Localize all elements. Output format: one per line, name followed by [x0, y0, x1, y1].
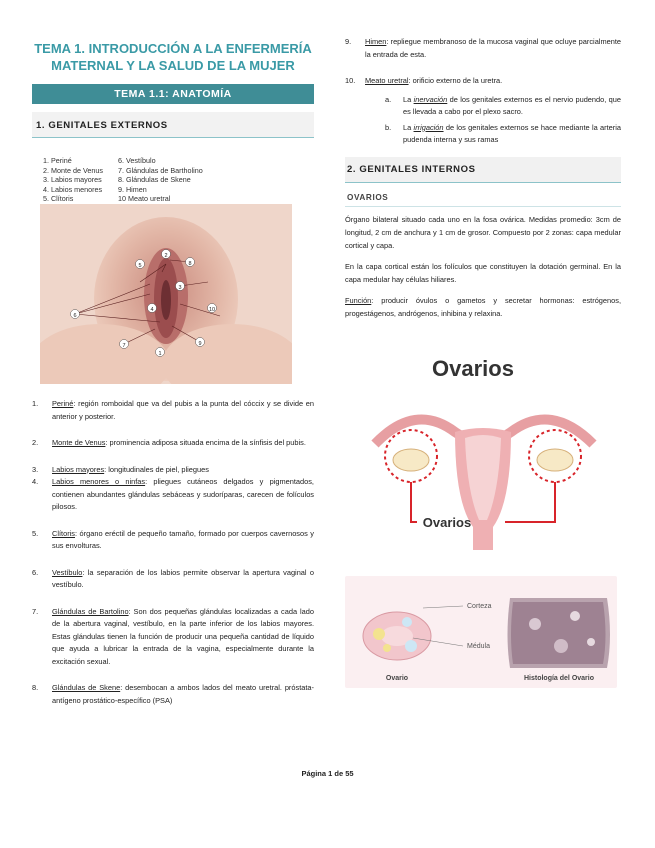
sub-item-letter: a. [385, 94, 392, 104]
ovaries-figure-label: Ovarios [422, 515, 472, 530]
list-item [32, 567, 314, 592]
item-term: Labios mayores [52, 464, 105, 474]
item-text [52, 398, 314, 423]
legend-item: 9. Himen [118, 184, 147, 194]
item-description: : prominencia adiposa situada encima de la sínfisis del pubis. [105, 438, 306, 447]
item-description: : orificio externo de la uretra. [408, 76, 503, 85]
function-text: : producir óvulos o gametos y secretar hormonas: estrógenos, progestágenos, andrógenos, inhibina y relaxina. [345, 295, 621, 318]
item-text [52, 476, 314, 514]
item-description: : región romboidal que va del pubis a la punta del cóccix y se divide en anterior y posterior. [52, 399, 314, 421]
sub-item-prefix: La [403, 122, 414, 132]
list-item [32, 476, 314, 514]
label-ovario: Ovario [385, 675, 409, 682]
item-text [52, 567, 314, 592]
list-item [32, 606, 314, 669]
list-item [32, 528, 314, 553]
ovarios-paragraph-1: Órgano bilateral situado cada uno en la fosa ovárica. Medidas promedio: 3cm de longitud, 2 cm de anchura y 1 cm de grosor. Compuesto por 2 zonas: capa medular cortical y capa. [345, 214, 621, 250]
legend-item: 5. Clítoris [43, 194, 74, 204]
list-item [32, 464, 314, 477]
item-text [52, 437, 314, 450]
item-term: Monte de Venus [52, 438, 106, 447]
ovary-histology-figure [345, 576, 617, 688]
external-genitalia-list [32, 398, 314, 707]
item-term: Meato uretral [365, 76, 409, 85]
sub-item-description: de los genitales externos es el nervio pudendo, que es llevada a cabo por el plexo sacro. [403, 94, 621, 116]
ovaries-figure-title: Ovarios [432, 356, 514, 381]
sub-item-term: inervación [413, 94, 448, 104]
item-term: Clítoris [52, 528, 75, 538]
page-title: TEMA 1. INTRODUCCIÓN A LA ENFERMERÍA MATERNAL Y LA SALUD DE LA MUJER [34, 41, 312, 73]
item-term: Labios menores o ninfas [52, 477, 146, 486]
item-term: Himen [365, 37, 387, 46]
figure-callout: 7 [122, 343, 126, 349]
item-description: : pliegues cutáneos delgados y pigmentados, contienen abundantes glándulas sebáceas y sudoríparas, carecen de folículos pilosos. [52, 477, 314, 511]
item-number: 7. [32, 606, 39, 616]
left-column [32, 36, 314, 707]
sub-item [385, 94, 621, 119]
figure-callout: 6 [73, 313, 77, 319]
item-text [52, 682, 314, 707]
external-genitalia-list-cont [345, 36, 621, 88]
label-corteza: Corteza [467, 603, 492, 610]
external-genitalia-figure [40, 150, 292, 384]
innervation-irrigation-list [385, 94, 621, 147]
figure-callout: 9 [198, 341, 202, 347]
sub-item-term: irrigación [413, 122, 444, 132]
legend-item: 1. Periné [43, 156, 72, 165]
label-histologia: Histología del Ovario [523, 675, 595, 682]
section-heading-external: 1. GENITALES EXTERNOS [32, 112, 314, 138]
item-term: Vestíbulo [52, 567, 83, 577]
figure-callout: 10 [208, 307, 216, 313]
ovarios-function [345, 294, 621, 320]
item-text [365, 75, 621, 88]
item-term: Periné [52, 399, 74, 408]
figure-callout: 4 [150, 307, 154, 313]
item-description: : longitudinales de piel, pliegues [104, 464, 209, 474]
item-number: 9. [345, 37, 352, 46]
figure-callout: 5 [138, 263, 142, 269]
item-description: : la separación de los labios permite observar la apertura vaginal o vestíbulo. [52, 567, 314, 589]
item-number: 4. [32, 477, 39, 486]
subsection-ovarios: OVARIOS [345, 191, 621, 207]
item-number: 10. [345, 76, 356, 85]
sub-item [385, 122, 621, 147]
sub-item-description: de los genitales externos se hace mediante la arteria pudenda interna y sus ramas [403, 122, 621, 144]
ovaries-figure [355, 352, 613, 552]
legend-item: 6. Vestíbulo [118, 156, 156, 165]
item-number: 5. [32, 528, 39, 538]
sub-item-text [403, 122, 621, 147]
legend-item: 4. Labios menores [43, 184, 103, 194]
list-item [32, 682, 314, 707]
item-number: 1. [32, 399, 39, 408]
item-term: Glándulas de Bartolino [52, 606, 129, 616]
function-term: Función [345, 295, 372, 305]
ovarios-paragraph-2: En la capa cortical están los folículos que constituyen la dotación germinal. En la capa medular hay células hiliares. [345, 261, 621, 284]
right-column [345, 36, 621, 320]
sub-item-text [403, 94, 621, 119]
item-text [52, 464, 314, 477]
legend-item: 8. Glándulas de Skene [118, 175, 191, 185]
item-description: : Son dos pequeñas glándulas localizadas a cada lado de la abertura vaginal, vestíbulo, en la parte inferior de los labios mayores. Estas glándulas tienen la función de producir una pequeña cantidad de líquido que ayuda a lubricar la entrada de la vagina, especialmente durante la excitación sexual. [52, 606, 315, 666]
figure-callout: 1 [158, 351, 162, 357]
item-number: 8. [32, 683, 39, 692]
list-item [345, 75, 621, 88]
item-description: : repliegue membranoso de la mucosa vaginal que ocluye parcialmente la entrada de esta. [365, 37, 621, 59]
item-number: 3. [32, 464, 39, 474]
figure-callout: 2 [164, 253, 168, 259]
item-description: : órgano eréctil de pequeño tamaño, formado por cuerpos cavernosos y sus envolturas. [52, 528, 314, 550]
anatomy-illustration [40, 204, 292, 384]
item-number: 6. [32, 567, 39, 577]
list-item [32, 398, 314, 423]
sub-item-prefix: La [403, 94, 414, 104]
label-medula: Médula [467, 643, 490, 650]
page-footer: Página 1 de 55 [301, 769, 354, 778]
legend-item: 7. Glándulas de Bartholino [118, 165, 203, 175]
item-number: 2. [32, 438, 39, 447]
legend-item: 10 Meato uretral [118, 194, 171, 204]
sub-item-letter: b. [385, 122, 392, 132]
item-text [52, 606, 314, 669]
list-item [345, 36, 621, 61]
legend-item: 3. Labios mayores [43, 175, 102, 185]
subtitle-banner: TEMA 1.1: ANATOMÍA [32, 84, 314, 104]
figure-callout: 3 [178, 285, 182, 291]
figure-legend [40, 150, 292, 204]
section-heading-internal: 2. GENITALES INTERNOS [345, 157, 621, 183]
item-text [365, 36, 621, 61]
legend-item: 2. Monte de Venus [43, 165, 103, 175]
item-text [52, 528, 314, 553]
item-description: : desembocan a ambos lados del meato uretral. próstata- antígeno prostático-específico (PSA) [52, 683, 314, 705]
list-item [32, 437, 314, 450]
item-term: Glándulas de Skene [52, 683, 121, 692]
figure-callout: 8 [188, 261, 192, 267]
